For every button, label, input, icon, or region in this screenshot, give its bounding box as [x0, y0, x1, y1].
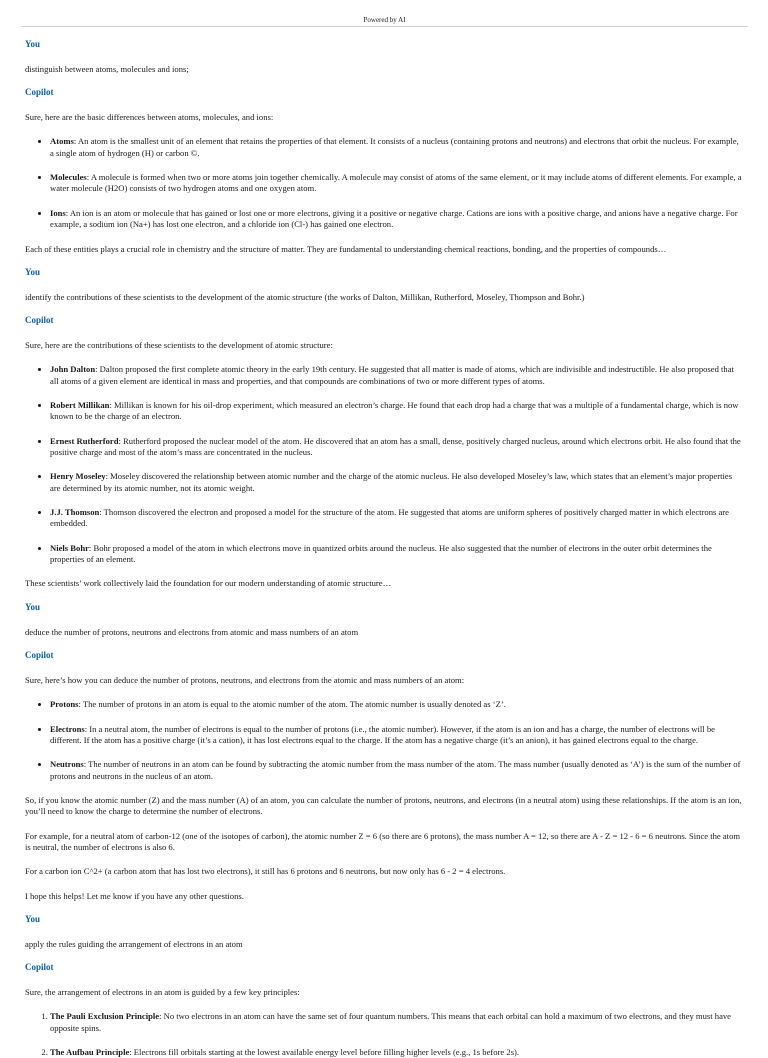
user-message: identify the contributions of these scientists to the development of the atomic structure (the works of Dalton, Millikan, Rutherford, Moseley, Thompson and Bohr.)	[25, 291, 585, 302]
list-item-term: Neutrons	[50, 759, 84, 770]
list-item-text: : In a neutral atom, the number of electrons is equal to the number of protons (i.e., the atomic number). However, if the atom is an ion and has a charge, the number of electrons will be different. If the atom has a positive charge (it’s a cation), it has lost electrons equal to the charge. If the atom has a negative charge (it’s an anion), it has gained electrons equal to the charge.	[50, 723, 715, 745]
list-item	[50, 1047, 744, 1058]
speaker-you: You	[25, 601, 41, 612]
list-item-term: John Dalton	[50, 364, 96, 375]
turn-3	[25, 602, 744, 902]
assistant-paragraph: I hope this helps! Let me know if you have any other questions.	[25, 890, 244, 901]
turn-4	[25, 914, 744, 1058]
list-item-term: Molecules	[50, 172, 87, 183]
list-item-term: The Aufbau Principle	[50, 1047, 130, 1058]
list-item	[50, 724, 744, 747]
numbered-list	[25, 1011, 744, 1058]
speaker-copilot: Copilot	[25, 962, 54, 973]
turn-2	[25, 267, 744, 590]
list-item-text: : The number of protons in an atom is equal to the atomic number of the atom. The atomic number is usually denoted as ‘Z’.	[78, 699, 506, 710]
assistant-intro: Sure, here are the basic differences between atoms, molecules, and ions:	[25, 112, 274, 123]
bullet-list	[25, 136, 744, 230]
list-item	[50, 543, 744, 566]
assistant-intro: Sure, here are the contributions of these scientists to the development of atomic structure:	[25, 339, 333, 350]
speaker-you: You	[25, 266, 41, 277]
list-item	[50, 471, 744, 494]
assistant-paragraph: These scientists’ work collectively laid the foundation for our modern understanding of atomic structure…	[25, 578, 392, 589]
list-item	[50, 364, 744, 387]
list-item-text: : Millikan is known for his oil-drop experiment, which measured an electron’s charge. He found that each drop had a charge that was a multiple of a fundamental charge, which is now known to be the charge of an electron.	[50, 399, 739, 422]
list-item	[50, 172, 744, 195]
assistant-intro: Sure, the arrangement of electrons in an atom is guided by a few key principles:	[25, 987, 300, 998]
list-item-text: : A molecule is formed when two or more atoms join together chemically. A molecule may consist of atoms of the same element, or it may include atoms of different elements. For example, a water molecule (H2O) consists of two hydrogen atoms and one oxygen atom.	[50, 172, 742, 194]
speaker-you: You	[25, 913, 41, 924]
list-item-text: : No two electrons in an atom can have the same set of four quantum numbers. This means that each orbital can hold a maximum of two electrons, and they must have opposite spins.	[50, 1011, 731, 1033]
list-item	[50, 699, 744, 710]
list-item-text: : Electrons fill orbitals starting at the lowest available energy level before filling higher levels (e.g., 1s before 2s).	[129, 1047, 520, 1058]
list-item-text: : Rutherford proposed the nuclear model of the atom. He discovered that an atom has a small, dense, positively charged nucleus, around which electrons orbit. He also found that the positive charge and most of the atom’s mass are concentrated in the nucleus.	[50, 435, 741, 457]
assistant-paragraph: For a carbon ion C^2+ (a carbon atom that has lost two electrons), it still has 6 protons and 6 neutrons, but now only has 6 - 2 = 4 electrons.	[25, 866, 506, 877]
list-item-text: : An ion is an atom or molecule that has gained or lost one or more electrons, giving it a positive or negative charge. Cations are ions with a positive charge, and anions have a negative charge. For example, a sodium ion (Na+) has lost one electron, and a chloride ion (Cl-) has gained one electron.	[50, 207, 738, 230]
speaker-you: You	[25, 39, 41, 49]
list-item-term: Henry Moseley	[50, 471, 106, 482]
assistant-intro: Sure, here’s how you can deduce the number of protons, neutrons, and electrons from the atomic and mass numbers of an atom:	[25, 674, 465, 685]
turn-1	[25, 39, 744, 255]
list-item	[50, 436, 744, 459]
list-item-text: : An atom is the smallest unit of an element that retains the properties of that element. It consists of a nucleus (containing protons and neutrons) and electrons that orbit the nucleus. For example, a single atom of hydrogen (H) or carbon ©.	[50, 136, 739, 158]
user-message: distinguish between atoms, molecules and ions;	[25, 63, 189, 74]
list-item-term: Ernest Rutherford	[50, 435, 119, 446]
list-item-term: Ions	[50, 207, 66, 218]
list-item-text: : Bohr proposed a model of the atom in which electrons move in quantized orbits around the nucleus. He also suggested that the number of electrons in the outer orbit determines the properties of an element.	[50, 542, 712, 565]
assistant-paragraph: Each of these entities plays a crucial role in chemistry and the structure of matter. They are fundamental to understanding chemical reactions, bonding, and the properties of compounds…	[25, 243, 667, 254]
list-item	[50, 507, 744, 530]
header-title: Powered by AI	[363, 16, 406, 24]
list-item-term: Robert Millikan	[50, 399, 110, 410]
speaker-copilot: Copilot	[25, 315, 54, 326]
list-item	[50, 136, 744, 159]
assistant-paragraph: For example, for a neutral atom of carbon-12 (one of the isotopes of carbon), the atomic number Z = 6 (so there are 6 protons), the mass number A = 12, so there are A - Z = 12 - 6 = 6 neutrons. Since the atom is neutral, the number of electrons is also 6.	[25, 830, 741, 852]
bullet-list	[25, 364, 744, 565]
assistant-paragraph: So, if you know the atomic number (Z) and the mass number (A) of an atom, you can calculate the number of protons, neutrons, and electrons (in a neutral atom) using these relationships. If the atom is an ion, you’ll need to know the charge to determine the number of electrons.	[25, 794, 742, 817]
list-item-term: Niels Bohr	[50, 542, 89, 553]
list-item-text: : Thomson discovered the electron and proposed a model for the structure of the atom. He suggested that atoms are uniform spheres of positively charged matter in which electrons are embedded.	[50, 507, 729, 529]
list-item-text: : Dalton proposed the first complete atomic theory in the early 19th century. He suggested that all matter is made of atoms, which are indivisible and indestructible. He also proposed that all atoms of a given element are identical in mass and properties, and that compounds are combinations of two or more different types of atoms.	[50, 364, 734, 386]
list-item-text: : The number of neutrons in an atom can be found by subtracting the atomic number from the mass number of the atom. The mass number (usually denoted as ‘A’) is the sum of the number of protons and neutrons in the nucleus of an atom.	[50, 759, 741, 781]
list-item-term: Protons	[50, 699, 79, 710]
list-item-term: J.J. Thomson	[50, 507, 100, 518]
speaker-copilot: Copilot	[25, 87, 54, 98]
list-item-text: : Moseley discovered the relationship between atomic number and the charge of the atomic nucleus. He also developed Moseley’s law, which states that an element’s major properties are determined by its atomic number, not its atomic weight.	[50, 471, 733, 493]
list-item	[50, 208, 744, 231]
user-message: apply the rules guiding the arrangement of electrons in an atom	[25, 938, 243, 949]
list-item	[50, 400, 744, 423]
list-item	[50, 759, 744, 782]
list-item-term: Atoms	[50, 136, 74, 147]
user-message: deduce the number of protons, neutrons and electrons from atomic and mass numbers of an atom	[25, 626, 359, 637]
list-item	[50, 1011, 744, 1034]
page-header	[21, 0, 748, 27]
list-item-term: The Pauli Exclusion Principle	[50, 1011, 160, 1022]
bullet-list	[25, 699, 744, 782]
speaker-copilot: Copilot	[25, 649, 54, 660]
list-item-term: Electrons	[50, 723, 85, 734]
